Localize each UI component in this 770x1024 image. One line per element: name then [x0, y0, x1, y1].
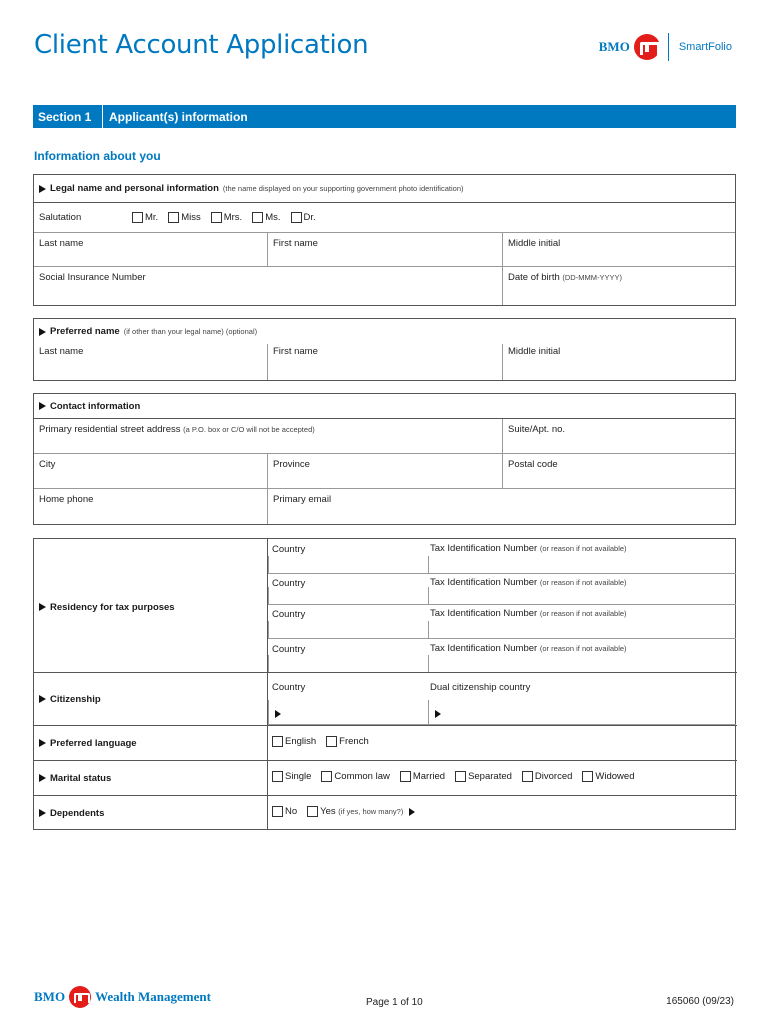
marital-widowed[interactable]: Widowed — [582, 771, 634, 782]
preferred-name-row — [34, 344, 735, 380]
divider — [34, 795, 737, 796]
residency-table — [33, 538, 736, 830]
divider — [34, 672, 737, 673]
tax-country-label-2: Country — [272, 578, 306, 589]
dropdown-arrow-icon — [435, 710, 441, 718]
divider — [34, 725, 737, 726]
sin-row — [34, 267, 735, 305]
information-subheading: Information about you — [34, 149, 161, 163]
home-phone-field[interactable]: Home phone — [34, 489, 268, 524]
citizenship-country-label: Country — [272, 682, 306, 693]
salutation-label: Salutation — [39, 212, 82, 223]
arrow-icon — [39, 603, 46, 611]
contact-header — [34, 394, 735, 419]
legal-name-box — [33, 174, 736, 306]
middle-initial-field[interactable]: Middle initial — [508, 238, 561, 249]
preferred-last-name-field[interactable]: Last name — [34, 344, 268, 380]
section-number: Section 1 — [33, 105, 103, 128]
marital-separated[interactable]: Separated — [455, 771, 512, 782]
arrow-icon — [39, 328, 46, 336]
salutation-row — [34, 203, 735, 232]
legal-name-heading: Legal name and personal information — [50, 183, 219, 194]
sin-field[interactable]: Social Insurance Number — [34, 267, 503, 305]
last-name-field[interactable]: Last name — [34, 233, 268, 266]
marital-options — [272, 771, 644, 782]
dual-citizenship-label: Dual citizenship country — [430, 682, 531, 693]
first-name-field[interactable]: First name — [268, 233, 503, 266]
tin-input-3[interactable] — [428, 621, 736, 639]
dependents-count-arrow-icon — [409, 808, 415, 816]
section-name: Applicant(s) information — [109, 109, 248, 124]
tin-input-2[interactable] — [428, 587, 736, 605]
salutation-ms[interactable]: Ms. — [252, 212, 280, 223]
divider — [34, 760, 737, 761]
bmo-roundel-icon — [69, 986, 91, 1008]
tax-country-label-4: Country — [272, 644, 306, 655]
checkbox[interactable] — [211, 212, 222, 223]
tin-input-1[interactable] — [428, 556, 736, 574]
bmo-smartfolio-logo — [599, 32, 732, 62]
residency-left-column — [34, 539, 268, 829]
salutation-dr[interactable]: Dr. — [291, 212, 316, 223]
arrow-icon — [39, 739, 46, 747]
city-field[interactable]: City — [34, 454, 268, 488]
province-field[interactable]: Province — [268, 454, 503, 488]
dependents-options — [272, 806, 415, 817]
phone-row — [34, 489, 735, 524]
address-row — [34, 419, 735, 454]
tax-country-label-1: Country — [272, 544, 306, 555]
bmo-wealth-management-logo — [34, 986, 211, 1008]
citizenship-country-select[interactable] — [268, 700, 428, 725]
footer-bmo-wordmark: BMO — [34, 989, 66, 1004]
checkbox[interactable] — [168, 212, 179, 223]
preferred-name-header — [34, 319, 735, 344]
language-french[interactable]: French — [326, 736, 369, 747]
checkbox[interactable] — [132, 212, 143, 223]
wealth-management-wordmark: Wealth Management — [95, 989, 211, 1004]
tax-country-input-4[interactable] — [268, 655, 428, 673]
tin-label-3: Tax Identification Number (or reason if not available) — [430, 608, 627, 619]
bmo-wordmark: BMO — [598, 39, 630, 54]
tin-label-4: Tax Identification Number (or reason if not available) — [430, 643, 627, 654]
tax-country-input-1[interactable] — [268, 556, 428, 574]
section-header — [33, 105, 736, 128]
dual-citizenship-select[interactable] — [428, 700, 736, 725]
marital-single[interactable]: Single — [272, 771, 311, 782]
salutation-mrs[interactable]: Mrs. — [211, 212, 242, 223]
residency-label: Residency for tax purposes — [39, 602, 175, 613]
dependents-yes[interactable]: Yes (if yes, how many?) — [307, 806, 403, 817]
email-field[interactable]: Primary email — [273, 494, 332, 505]
tin-input-4[interactable] — [428, 655, 736, 673]
tax-country-input-3[interactable] — [268, 621, 428, 639]
legal-name-header — [34, 175, 735, 203]
legal-name-note: (the name displayed on your supporting government photo identification) — [222, 184, 464, 193]
contact-box — [33, 393, 736, 525]
salutation-miss[interactable]: Miss — [168, 212, 201, 223]
address-field[interactable]: Primary residential street address (a P.O. box or C/O will not be accepted) — [34, 419, 503, 453]
page-title: Client Account Application — [34, 30, 369, 60]
arrow-icon — [39, 774, 46, 782]
preferred-first-name-field[interactable]: First name — [268, 344, 503, 380]
postal-code-field[interactable]: Postal code — [508, 459, 558, 470]
marital-label: Marital status — [39, 773, 111, 784]
preferred-name-box — [33, 318, 736, 381]
page-number: Page 1 of 10 — [366, 997, 423, 1008]
arrow-icon — [39, 695, 46, 703]
arrow-icon — [39, 402, 46, 410]
preferred-middle-initial-field[interactable]: Middle initial — [508, 346, 561, 357]
logo-divider — [668, 33, 669, 61]
dob-field[interactable]: Date of birth (DD-MMM-YYYY) — [508, 272, 622, 283]
smartfolio-wordmark: SmartFolio — [678, 41, 732, 53]
tax-country-label-3: Country — [272, 609, 306, 620]
arrow-icon — [39, 809, 46, 817]
dependents-label: Dependents — [39, 808, 104, 819]
dependents-no[interactable]: No — [272, 806, 297, 817]
language-label: Preferred language — [39, 738, 137, 749]
preferred-name-heading: Preferred name — [50, 326, 120, 337]
tin-label-2: Tax Identification Number (or reason if not available) — [430, 577, 627, 588]
name-row — [34, 232, 735, 267]
marital-married[interactable]: Married — [400, 771, 445, 782]
marital-common-law[interactable]: Common law — [321, 771, 389, 782]
salutation-mr[interactable]: Mr. — [132, 212, 158, 223]
dropdown-arrow-icon — [275, 710, 281, 718]
checkbox[interactable] — [252, 212, 263, 223]
city-row — [34, 454, 735, 489]
marital-divorced[interactable]: Divorced — [522, 771, 573, 782]
language-english[interactable]: English — [272, 736, 316, 747]
arrow-icon — [39, 185, 46, 193]
checkbox[interactable] — [291, 212, 302, 223]
tax-country-input-2[interactable] — [268, 587, 428, 605]
preferred-name-note: (if other than your legal name) (optional) — [123, 327, 258, 336]
bmo-roundel-icon — [634, 34, 660, 60]
contact-heading: Contact information — [50, 400, 141, 412]
form-number: 165060 (09/23) — [666, 996, 734, 1007]
language-options — [272, 736, 379, 747]
tin-label-1: Tax Identification Number (or reason if not available) — [430, 543, 627, 554]
citizenship-label: Citizenship — [39, 694, 101, 705]
suite-field[interactable]: Suite/Apt. no. — [508, 424, 566, 435]
